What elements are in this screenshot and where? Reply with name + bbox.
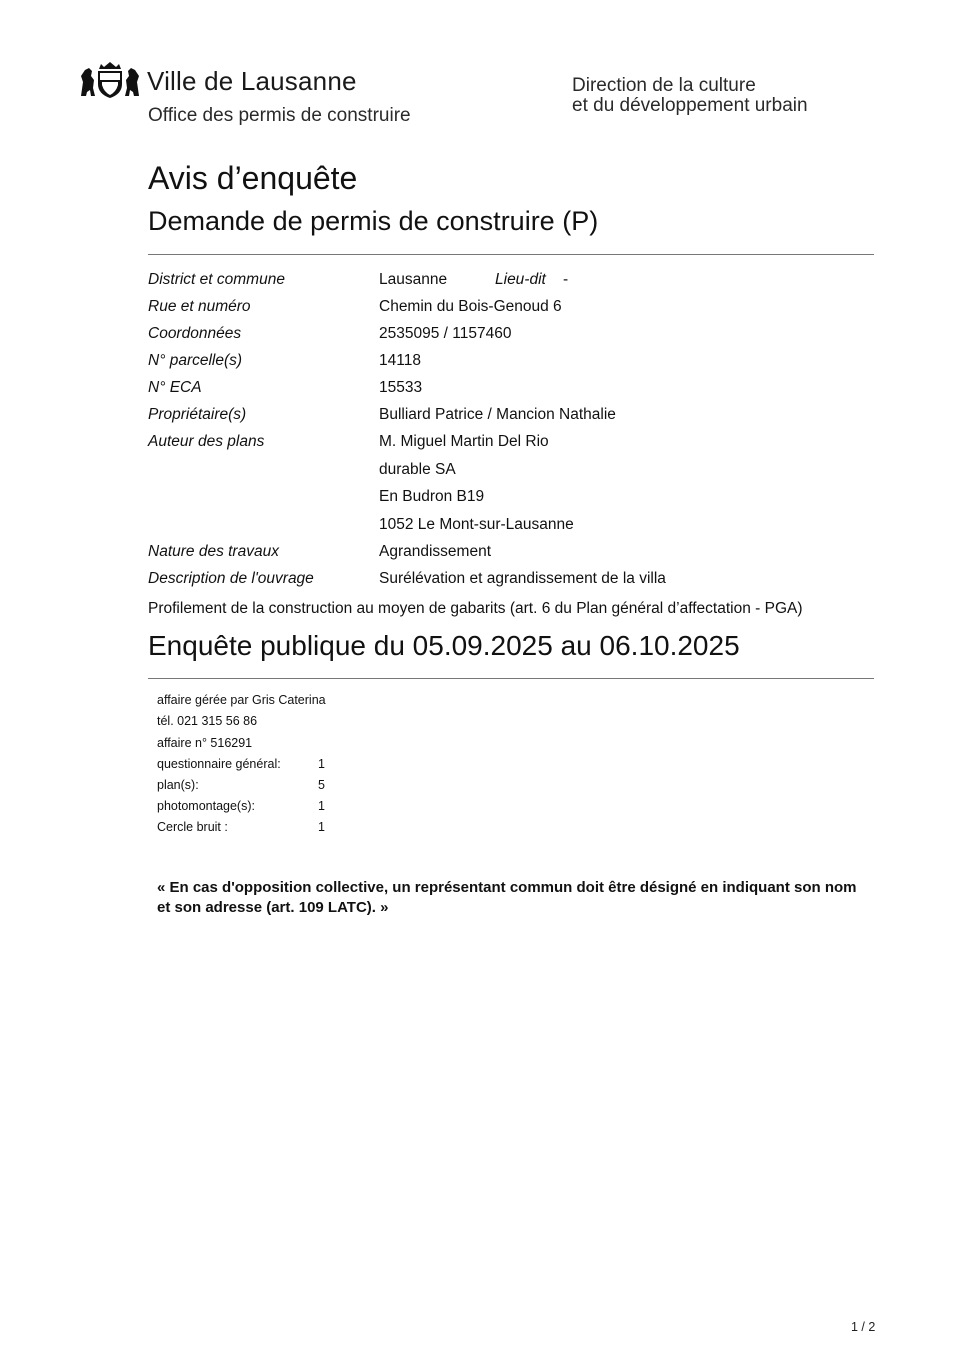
page-number: 1 / 2 xyxy=(851,1320,876,1334)
divider xyxy=(148,678,874,679)
field-label-owner: Propriétaire(s) xyxy=(148,406,247,423)
case-managed-by: affaire gérée par Gris Caterina xyxy=(157,693,326,707)
profiling-note: Profilement de la construction au moyen de gabarits (art. 6 du Plan général d’affectation - PGA) xyxy=(148,600,803,617)
case-item-label: plan(s): xyxy=(157,778,199,792)
org-office: Office des permis de construire xyxy=(148,105,411,126)
case-number: affaire n° 516291 xyxy=(157,736,253,750)
department-line-2: et du développement urbain xyxy=(572,95,808,116)
org-name: Ville de Lausanne xyxy=(147,66,357,96)
field-label-eca: N° ECA xyxy=(148,379,202,396)
page-title: Avis d’enquête xyxy=(148,160,358,196)
field-label-description: Description de l'ouvrage xyxy=(148,570,314,587)
case-item-value: 5 xyxy=(318,778,325,792)
field-value-author-line-4: 1052 Le Mont-sur-Lausanne xyxy=(379,516,574,533)
lausanne-coat-of-arms-logo xyxy=(79,62,141,98)
field-value-street: Chemin du Bois-Genoud 6 xyxy=(379,298,562,315)
field-label-district: District et commune xyxy=(148,271,285,288)
field-label-author: Auteur des plans xyxy=(148,433,265,450)
field-value-lieu-dit: - xyxy=(563,271,569,288)
case-item-label: questionnaire général: xyxy=(157,757,281,771)
department xyxy=(572,76,808,116)
case-item-label: photomontage(s): xyxy=(157,799,255,813)
field-value-eca: 15533 xyxy=(379,379,423,396)
field-value-author-line-3: En Budron B19 xyxy=(379,488,485,505)
page-subtitle: Demande de permis de construire (P) xyxy=(148,206,599,236)
field-label-parcel: N° parcelle(s) xyxy=(148,352,243,369)
field-value-owner: Bulliard Patrice / Mancion Nathalie xyxy=(379,406,616,423)
field-label-lieu-dit: Lieu-dit xyxy=(495,271,546,288)
field-value-parcel: 14118 xyxy=(379,352,421,369)
field-value-district: Lausanne xyxy=(379,271,448,288)
case-item-value: 1 xyxy=(318,820,325,834)
case-item-label: Cercle bruit : xyxy=(157,820,228,834)
enquete-period: Enquête publique du 05.09.2025 au 06.10.2025 xyxy=(148,630,740,661)
field-label-nature: Nature des travaux xyxy=(148,543,279,560)
case-item-value: 1 xyxy=(318,757,325,771)
field-value-nature: Agrandissement xyxy=(379,543,492,560)
case-item-value: 1 xyxy=(318,799,325,813)
collective-opposition-notice: « En cas d'opposition collective, un représentant commun doit être désigné en indiquant son nom et son adresse (art. 109 LATC). » xyxy=(157,879,857,916)
field-value-author-line-1: M. Miguel Martin Del Rio xyxy=(379,433,549,450)
field-value-author-line-2: durable SA xyxy=(379,461,456,478)
field-label-coordinates: Coordonnées xyxy=(148,325,242,342)
divider xyxy=(148,254,874,255)
field-value-coordinates: 2535095 / 1157460 xyxy=(379,325,512,342)
field-label-street: Rue et numéro xyxy=(148,298,251,315)
department-line-1: Direction de la culture xyxy=(572,75,756,96)
case-phone: tél. 021 315 56 86 xyxy=(157,714,258,728)
field-value-description: Surélévation et agrandissement de la villa xyxy=(379,570,666,587)
